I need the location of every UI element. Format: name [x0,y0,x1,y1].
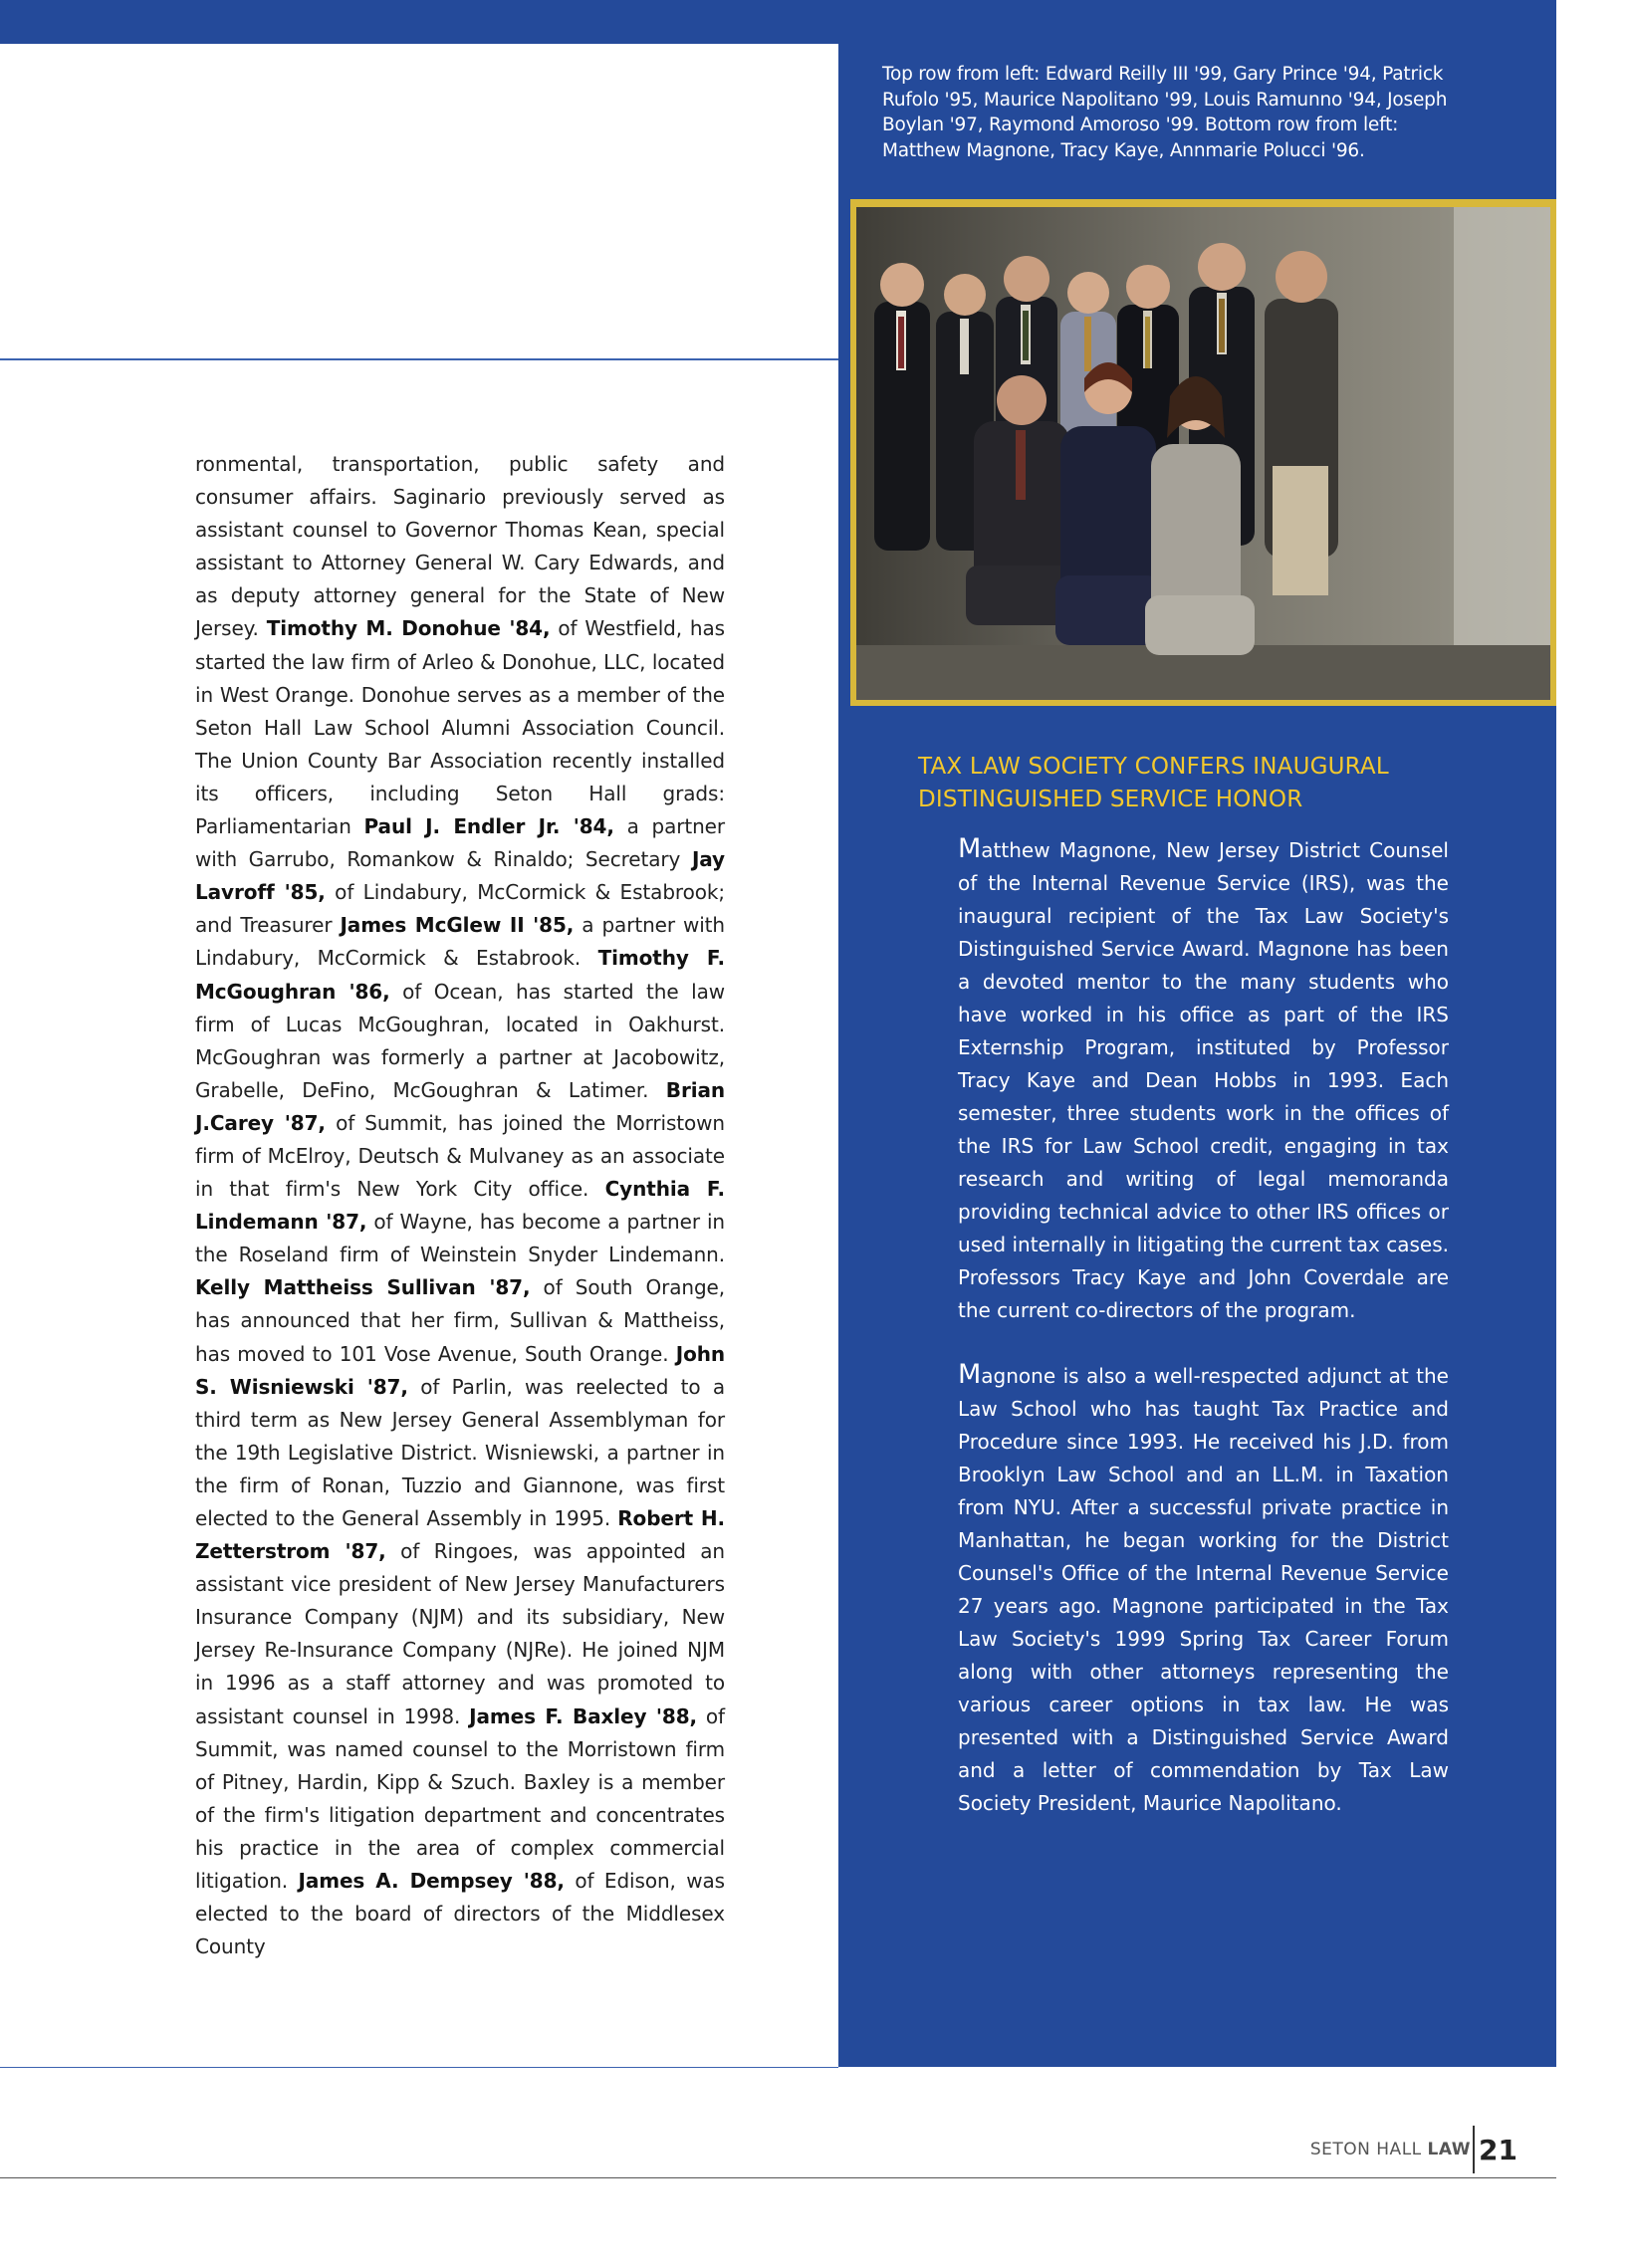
note-text: of Ringoes, was appointed an assistant vice president of New Jersey Manufacturers Insurance Company (NJM) and its subsidiary, New Jersey Re-Insurance Company (NJRe). He joined NJM in 1996 as a staff attorney and was promoted to assistant counsel in 1998. [195,1539,725,1728]
alumni-name: Brian J.Carey '87, [195,1077,725,1135]
initial-letter: M [958,1359,982,1390]
alumni-name: Timothy F. McGoughran '86, [195,946,725,1004]
alumni-name: Jay Lavroff '85, [195,847,725,905]
note-text: a partner with Lindabury, McCormick & Estabrook. [195,913,725,971]
top-blank-area [0,44,838,358]
article-body [958,832,1449,1820]
alumni-name: Timothy M. Donohue '84, [266,616,551,641]
paragraph-text: agnone is also a well-respected adjunct at the Law School who has taught Tax Practice and Procedure since 1993. He received his J.D. from Brooklyn Law School and an LL.M. in Taxation from NYU. After a successful private practice in Manhattan, he began working for the District Counsel's Office of the Internal Revenue Service 27 years ago. Magnone participated in the Tax Law Society's 1999 Spring Tax Career Forum along with other attorneys representing the various career options in tax law. He was presented with a Distinguished Service Award and a letter of commendation by Tax Law Society President, Maurice Napolitano. [958,1364,1449,1815]
note-text: of Edison, was elected to the board of directors of the Middlesex County [195,1869,725,1959]
publication-name [1310,2140,1471,2159]
photo-caption: Top row from left: Edward Reilly III '99, Gary Prince '94, Patrick Rufolo '95, Maurice Napolitano '99, Louis Ramunno '94, Joseph Boylan '97, Raymond Amoroso '99. Bottom row from left: Matthew Magnone, Tracy Kaye, Annmarie Polucci '96. [882,64,1448,161]
note-text: of Summit, has joined the Morristown firm of McElroy, Deutsch & Mulvaney as an associate in that firm's New York City office. [195,1110,726,1202]
page-footer [1310,2125,1517,2174]
paragraph-text: atthew Magnone, New Jersey District Counsel of the Internal Revenue Service (IRS), was the inaugural recipient of the Tax Law Society's Distinguished Service Award. Magnone has been a devoted mentor to the many students who have worked in his office as part of the IRS Externship Program, instituted by Professor Tracy Kaye and Dean Hobbs in 1993. Each semester, three students work in the offices of the IRS for Law School credit, engaging in tax research and writing of legal memoranda providing technical advice to other IRS offices or used internally in litigating the current tax cases. Professors Tracy Kaye and John Coverdale are the current co-directors of the program. [958,838,1449,1322]
top-divider-rule [0,358,838,360]
footer-rule [0,2177,1556,2178]
alumni-name: James McGlew II '85, [340,913,575,938]
article-paragraph-2 [958,1358,1449,1820]
bottom-divider-rule [0,2067,838,2068]
group-photo [856,207,1550,700]
note-text: ronmental, transportation, public safety and consumer affairs. Saginario previously served as assistant counsel to Governor Thomas Kean, special assistant to Attorney General W. Cary Edwards, and as deputy attorney general for the State of New Jersey. [195,452,725,641]
group-photo-illustration [856,207,1550,700]
note-text: of Parlin, was reelected to a third term as New Jersey General Assemblyman for the 19th Legislative District. Wisniewski, a partner in the firm of Ronan, Tuzzio and Giannone, was first elected to the General Assembly in 1995. [195,1374,725,1530]
photo-frame [850,199,1556,706]
note-text: of South Orange, has announced that her firm, Sullivan & Mattheiss, has moved to 101 Vose Avenue, South Orange. [195,1275,725,1366]
alumni-name: James A. Dempsey '88, [298,1869,565,1894]
note-text: a partner with Garrubo, Romankow & Rinaldo; Secretary [195,814,726,872]
publication-name-bold: LAW [1427,2140,1472,2159]
note-text: of Summit, was named counsel to the Morristown firm of Pitney, Hardin, Kipp & Szuch. Baxley is a member of the firm's litigation department and concentrates his practice in the area of complex commercial litigation. [195,1703,725,1894]
top-blue-band [0,0,1556,44]
alumni-name: Cynthia F. Lindemann '87, [195,1177,725,1235]
publication-name-light: SETON HALL [1309,2140,1422,2159]
alumni-name: John S. Wisniewski '87, [195,1341,725,1399]
alumni-name: Paul J. Endler Jr. '84, [363,814,614,839]
headline-line-2: DISTINGUISHED SERVICE HONOR [918,787,1303,812]
page-number: 21 [1479,2133,1517,2166]
article-headline [918,751,1476,816]
alumni-name: James F. Baxley '88, [469,1703,698,1728]
article-paragraph-1 [958,832,1449,1327]
note-text: of Wayne, has become a partner in the Roseland firm of Weinstein Snyder Lindemann. [195,1210,725,1267]
alumni-name: Robert H. Zetterstrom '87, [195,1506,725,1564]
note-text: of Lindabury, McCormick & Estabrook; and Treasurer [195,880,725,938]
front-row-people [966,362,1255,655]
alumni-name: Kelly Mattheiss Sullivan '87, [195,1275,531,1300]
class-notes-paragraph [195,448,725,1963]
class-notes-column [195,448,725,1963]
footer-separator [1473,2126,1475,2173]
headline-line-1: TAX LAW SOCIETY CONFERS INAUGURAL [918,754,1389,780]
initial-letter: M [958,833,982,864]
note-text: of Ocean, has started the law firm of Lucas McGoughran, located in Oakhurst. McGoughran was formerly a partner at Jacobowitz, Grabelle, DeFino, McGoughran & Latimer. [195,979,725,1102]
note-text: of Westfield, has started the law firm of Arleo & Donohue, LLC, located in West Orange. Donohue serves as a member of the Seton Hall Law School Alumni Association Council. The Union County Bar Association recently installed its officers, including Seton Hall grads: Parliamentarian [195,616,725,839]
